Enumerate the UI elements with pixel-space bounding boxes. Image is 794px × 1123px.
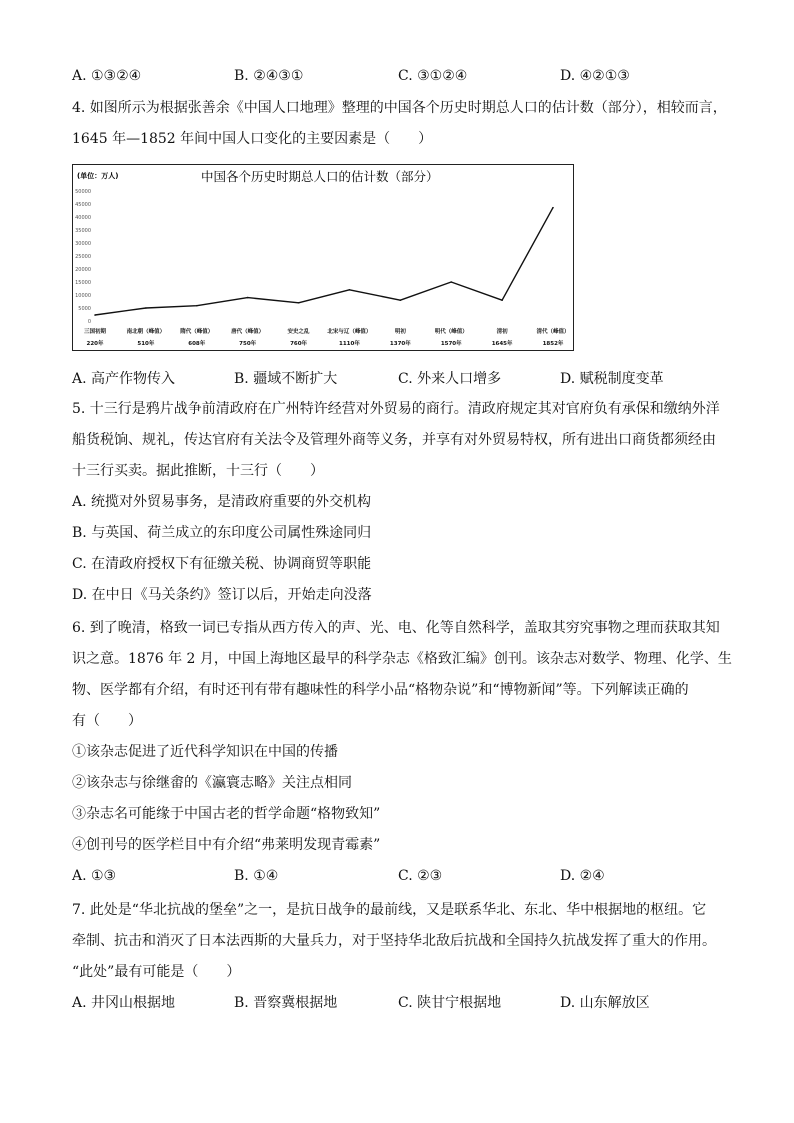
q5-option-a: A. 统揽对外贸易事务，是清政府重要的外交机构 xyxy=(72,494,372,510)
q5-stem-line-1: 5. 十三行是鸦片战争前清政府在广州特许经营对外贸易的商行。清政府规定其对官府负有承保和缴纳外洋 xyxy=(72,401,720,417)
q4-stem-line-2: 1645 年—1852 年间中国人口变化的主要因素是（ ） xyxy=(72,131,433,147)
q5-stem-line-3: 十三行买卖。据此推断，十三行（ ） xyxy=(72,463,324,479)
chart-title: 中国各个历史时期总人口的估计数（部分） xyxy=(201,169,439,184)
y-tick-label: 10000 xyxy=(75,292,91,299)
y-tick-label: 30000 xyxy=(75,240,91,247)
q6-option-c: C. ②③ xyxy=(398,868,443,884)
q7-options xyxy=(72,993,732,1013)
data-point xyxy=(298,302,300,304)
q4-option-a: A. 高产作物传入 xyxy=(72,371,176,387)
y-tick-label: 5000 xyxy=(78,305,91,312)
q4-stem-line-1: 4. 如图所示为根据张善余《中国人口地理》整理的中国各个历史时期总人口的估计数（部分），相较而言， xyxy=(72,100,727,116)
data-point xyxy=(247,297,249,299)
data-points xyxy=(94,207,554,316)
q6-stem-line-4: 有（ ） xyxy=(72,713,142,729)
q7-option-c: C. 陕甘宁根据地 xyxy=(398,995,502,1011)
q6-statement-4: ④创刊号的医学栏目中有介绍“弗莱明发现青霉素” xyxy=(72,837,381,853)
x-tick-period-label: 唐代（峰值） xyxy=(231,329,265,335)
q6-stem-line-2: 识之意。1876 年 2 月，中国上海地区最早的科学杂志《格致汇编》创刊。该杂志对数学、物理、化学、生 xyxy=(72,651,732,667)
q5-stem-line-2: 船货税饷、规礼，传达官府有关法令及管理外商等义务，并享有对外贸易特权，所有进出口商货都须经由 xyxy=(72,432,716,448)
q3-option-a: A. ①③②④ xyxy=(72,68,142,84)
q4-options xyxy=(72,369,732,389)
q5-option-c: C. 在清政府授权下有征缴关税、协调商贸等职能 xyxy=(72,556,372,572)
q6-statement-3: ③杂志名可能缘于中国古老的哲学命题“格物致知” xyxy=(72,806,381,822)
population-chart xyxy=(72,164,574,351)
q7-stem-line-2: 牵制、抗击和消灭了日本法西斯的大量兵力，对于坚持华北敌后抗战和全国持久抗战发挥了重大的作用。 xyxy=(72,933,716,949)
y-tick-label: 45000 xyxy=(75,201,91,208)
population-series-line xyxy=(95,208,553,315)
x-tick-period-label: 三国初期 xyxy=(83,329,107,335)
q6-option-b: B. ①④ xyxy=(234,868,279,884)
chart-unit-label: (单位：万人) xyxy=(77,172,119,180)
x-tick-year-label: 1645年 xyxy=(491,341,513,347)
x-tick-year-label: 1570年 xyxy=(440,341,462,347)
q3-option-d: D. ④②①③ xyxy=(560,68,630,84)
x-tick-year-label: 1370年 xyxy=(389,341,411,347)
data-point xyxy=(501,299,503,301)
q5-option-b: B. 与英国、荷兰成立的东印度公司属性殊途同归 xyxy=(72,525,372,541)
x-tick-period-label: 北宋与辽（峰值） xyxy=(327,329,372,335)
data-point xyxy=(450,281,452,283)
x-tick-period-label: 明代（峰值） xyxy=(434,329,468,335)
q5-option-d: D. 在中日《马关条约》签订以后，开始走向没落 xyxy=(72,587,372,603)
data-point xyxy=(552,207,554,209)
q3-option-c: C. ③①②④ xyxy=(398,68,468,84)
y-tick-label: 15000 xyxy=(75,279,91,286)
q4-option-d: D. 赋税制度变革 xyxy=(560,371,664,387)
x-tick-year-label: 510年 xyxy=(137,341,155,347)
x-tick-year-label: 1852年 xyxy=(542,341,564,347)
q6-stem-line-3: 物、医学都有介绍，有时还刊有带有趣味性的科学小品“格物杂说”和“博物新闻”等。下列解读正确的 xyxy=(72,682,689,698)
q7-option-b: B. 晋察冀根据地 xyxy=(234,995,338,1011)
q6-stem-line-1: 6. 到了晚清，格致一词已专指从西方传入的声、光、电、化等自然科学，盖取其穷究事物之理而获取其知 xyxy=(72,620,720,636)
q4-option-b: B. 疆域不断扩大 xyxy=(234,371,338,387)
q7-stem-line-1: 7. 此处是“华北抗战的堡垒”之一，是抗日战争的最前线，又是联系华北、东北、华中根据地的枢纽。它 xyxy=(72,902,707,918)
x-tick-period-label: 清代（峰值） xyxy=(536,329,570,335)
y-tick-label: 35000 xyxy=(75,227,91,234)
x-tick-year-label: 220年 xyxy=(86,341,104,347)
q6-option-a: A. ①③ xyxy=(72,868,117,884)
x-tick-year-label: 1110年 xyxy=(339,341,360,347)
q7-option-d: D. 山东解放区 xyxy=(560,995,650,1011)
y-tick-label: 40000 xyxy=(75,214,91,221)
x-tick-year-label: 750年 xyxy=(239,341,257,347)
population-line-chart xyxy=(73,165,573,350)
x-tick-year-label: 760年 xyxy=(290,341,308,347)
q3-option-b: B. ②④③① xyxy=(234,68,304,84)
data-point xyxy=(145,307,147,309)
q6-options xyxy=(72,866,732,886)
q6-statement-2: ②该杂志与徐继畬的《瀛寰志略》关注点相同 xyxy=(72,775,352,791)
data-point xyxy=(196,305,198,307)
y-tick-label: 0 xyxy=(87,318,91,325)
q7-option-a: A. 井冈山根据地 xyxy=(72,995,176,1011)
x-tick-period-label: 隋代（峰值） xyxy=(180,329,214,335)
data-point xyxy=(94,314,96,316)
q6-statement-1: ①该杂志促进了近代科学知识在中国的传播 xyxy=(72,744,338,760)
x-tick-period-label: 清初 xyxy=(496,329,508,335)
y-tick-label: 20000 xyxy=(75,266,91,273)
x-tick-period-label: 明初 xyxy=(394,329,406,335)
data-point xyxy=(349,289,351,291)
y-tick-label: 50000 xyxy=(75,188,91,195)
q4-option-c: C. 外来人口增多 xyxy=(398,371,502,387)
x-tick-period-label: 安史之乱 xyxy=(287,329,310,335)
y-tick-label: 25000 xyxy=(75,253,91,260)
x-tick-year-label: 608年 xyxy=(188,341,206,347)
y-axis-ticks xyxy=(75,189,91,325)
data-point xyxy=(400,299,402,301)
x-axis-ticks xyxy=(84,327,570,347)
x-tick-period-label: 南北朝（峰值） xyxy=(126,329,166,335)
q3-options xyxy=(72,66,732,86)
q7-stem-line-3: “此处”最有可能是（ ） xyxy=(72,964,241,980)
q6-option-d: D. ②④ xyxy=(560,868,605,884)
